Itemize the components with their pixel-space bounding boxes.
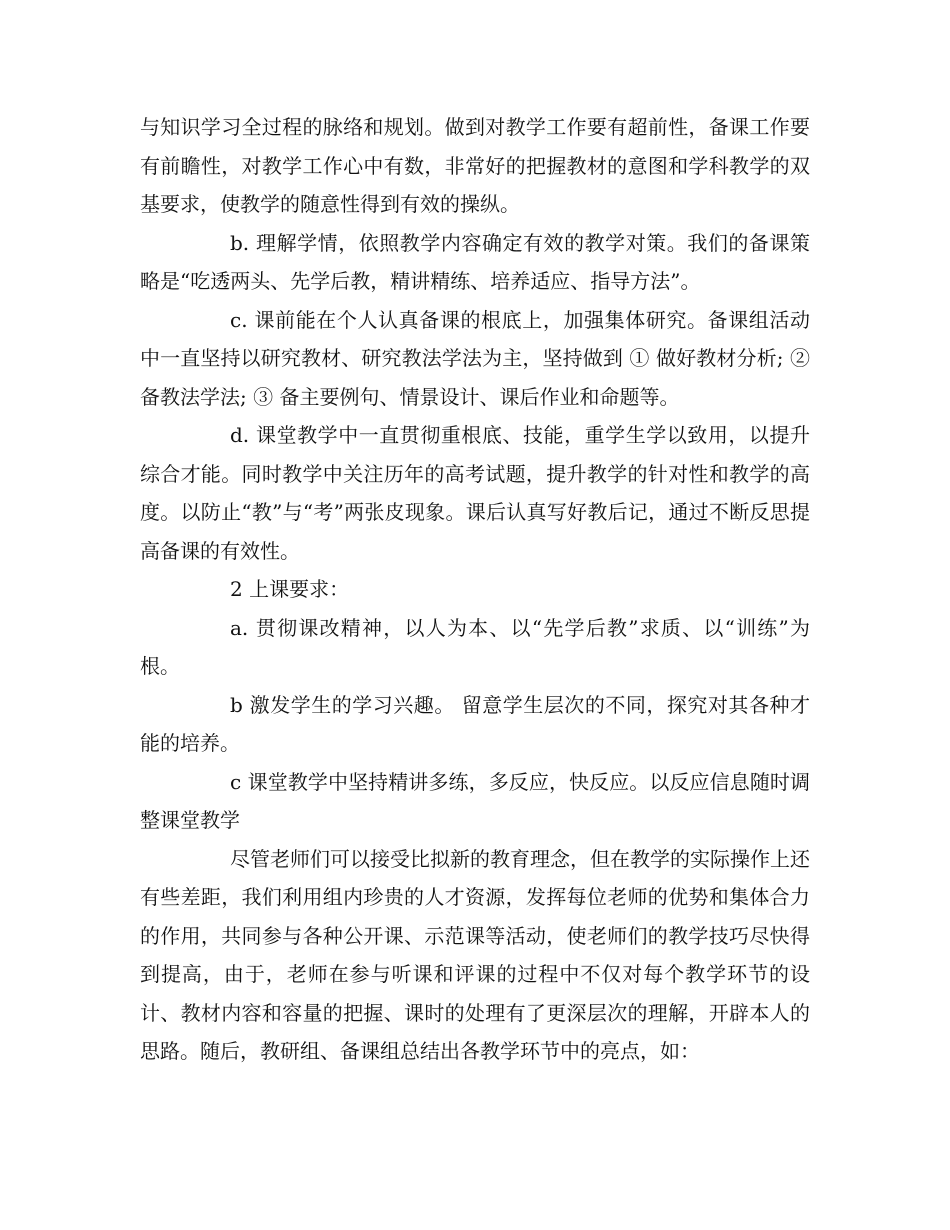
paragraph-7: b 激发学生的学习兴趣。 留意学生层次的不同，探究对其各种才能的培养。 <box>140 692 810 755</box>
paragraph-1: 与知识学习全过程的脉络和规划。做到对教学工作要有超前性，备课工作要有前瞻性，对教学工作心中有数，非常好的把握教材的意图和学科教学的双基要求，使教学的随意性得到有效的操纵。 <box>140 115 810 216</box>
paragraph-5: 2 上课要求： <box>230 577 350 601</box>
paragraph-9: 尽管老师们可以接受比拟新的教育理念，但在教学的实际操作上还有些差距，我们利用组内珍贵的人才资源，发挥每位老师的优势和集体合力的作用，共同参与各种公开课、示范课等活动，使老师们的教学技巧尽快得到提高，由于，老师在参与听课和评课的过程中不仅对每个教学环节的设计、教材内容和容量的把握、课时的处理有了更深层次的理解，开辟本人的思路。随后，教研组、备课组总结出各教学环节中的亮点，如： <box>140 846 810 1063</box>
paragraph-3: c. 课前能在个人认真备课的根底上，加强集体研究。备课组活动中一直坚持以研究教材、研究教法学法为主，坚持做到 ① 做好教材分析; ② 备教法学法; ③ 备主要例句、情景设计、课后作业和命题等。 <box>140 307 810 409</box>
paragraph-2: b. 理解学情，依照教学内容确定有效的教学对策。我们的备课策略是“吃透两头、先学后教，精讲精练、培养适应、指导方法”。 <box>140 230 810 293</box>
paragraph-4: d. 课堂教学中一直贯彻重根底、技能，重学生学以致用，以提升综合才能。同时教学中关注历年的高考试题，提升教学的针对性和教学的高度。以防止“教”与“考”两张皮现象。课后认真写好教后记，通过不断反思提高备课的有效性。 <box>140 423 810 563</box>
document-body <box>140 108 810 1071</box>
paragraph-6: a. 贯彻课改精神，以人为本、以“先学后教”求质、以“训练”为根。 <box>140 615 810 678</box>
paragraph-8: c 课堂教学中坚持精讲多练，多反应，快反应。以反应信息随时调整课堂教学 <box>140 769 810 832</box>
